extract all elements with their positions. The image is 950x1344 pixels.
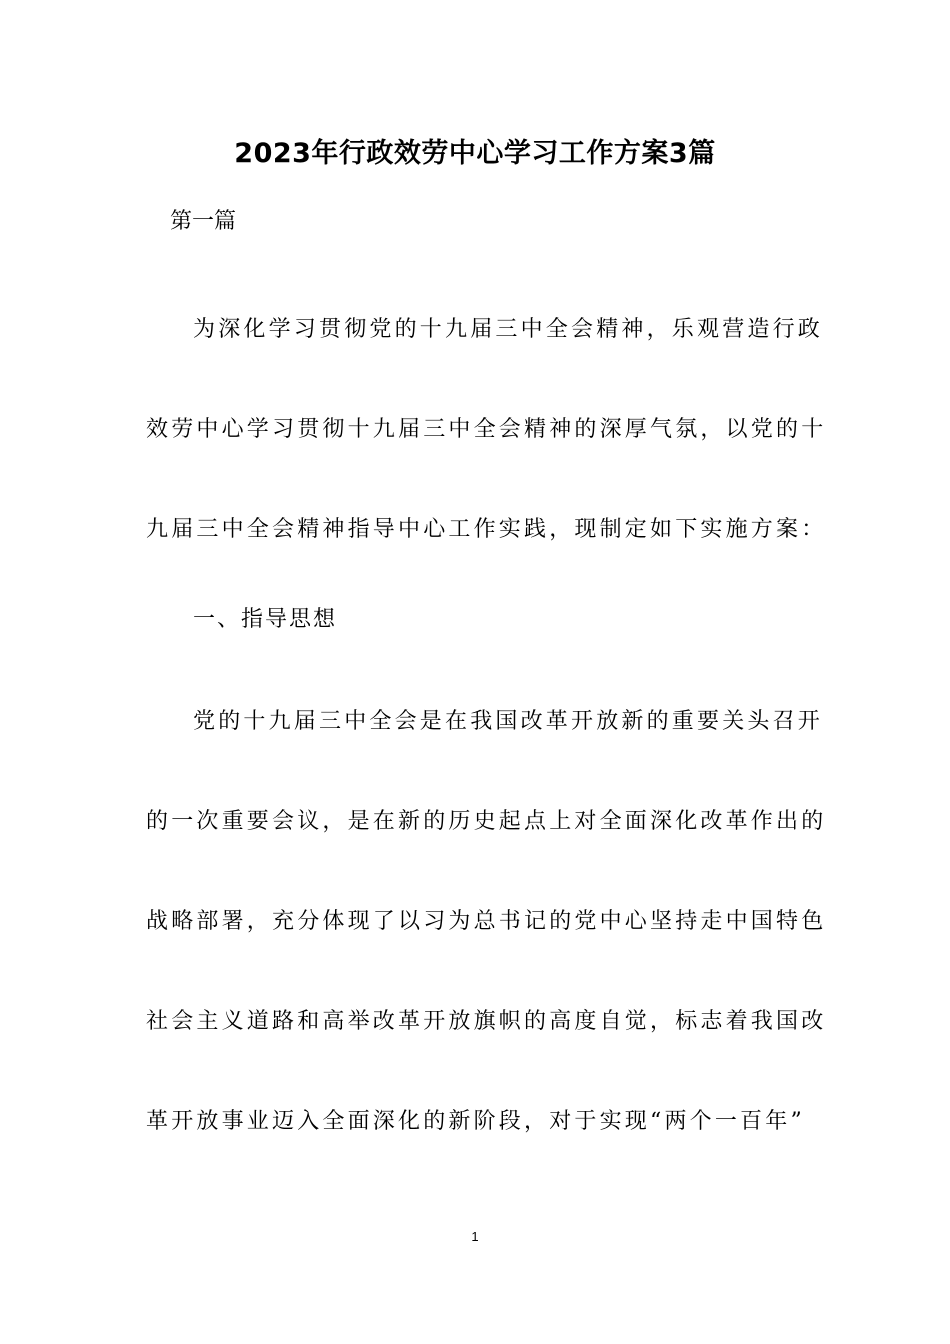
paragraph-line: 的一次重要会议，是在新的历史起点上对全面深化改革作出的 [146, 809, 827, 834]
section-heading: 一、指导思想 [193, 607, 338, 632]
page-number: 1 [471, 1229, 479, 1244]
paragraph-line: 九届三中全会精神指导中心工作实践，现制定如下实施方案： [146, 517, 827, 542]
document-title: 2023年行政效劳中心学习工作方案3篇 [234, 138, 716, 169]
section-label: 第一篇 [170, 209, 237, 234]
paragraph-line: 为深化学习贯彻党的十九届三中全会精神，乐观营造行政 [193, 317, 824, 342]
paragraph-line: 社会主义道路和高举改革开放旗帜的高度自觉，标志着我国改 [146, 1009, 827, 1034]
paragraph-line: 效劳中心学习贯彻十九届三中全会精神的深厚气氛，以党的十 [146, 417, 827, 442]
paragraph-line: 革开放事业迈入全面深化的新阶段，对于实现“两个一百年” [146, 1109, 805, 1134]
paragraph-line: 战略部署，充分体现了以习为总书记的党中心坚持走中国特色 [146, 909, 827, 934]
paragraph-line: 党的十九届三中全会是在我国改革开放新的重要关头召开 [193, 709, 824, 734]
